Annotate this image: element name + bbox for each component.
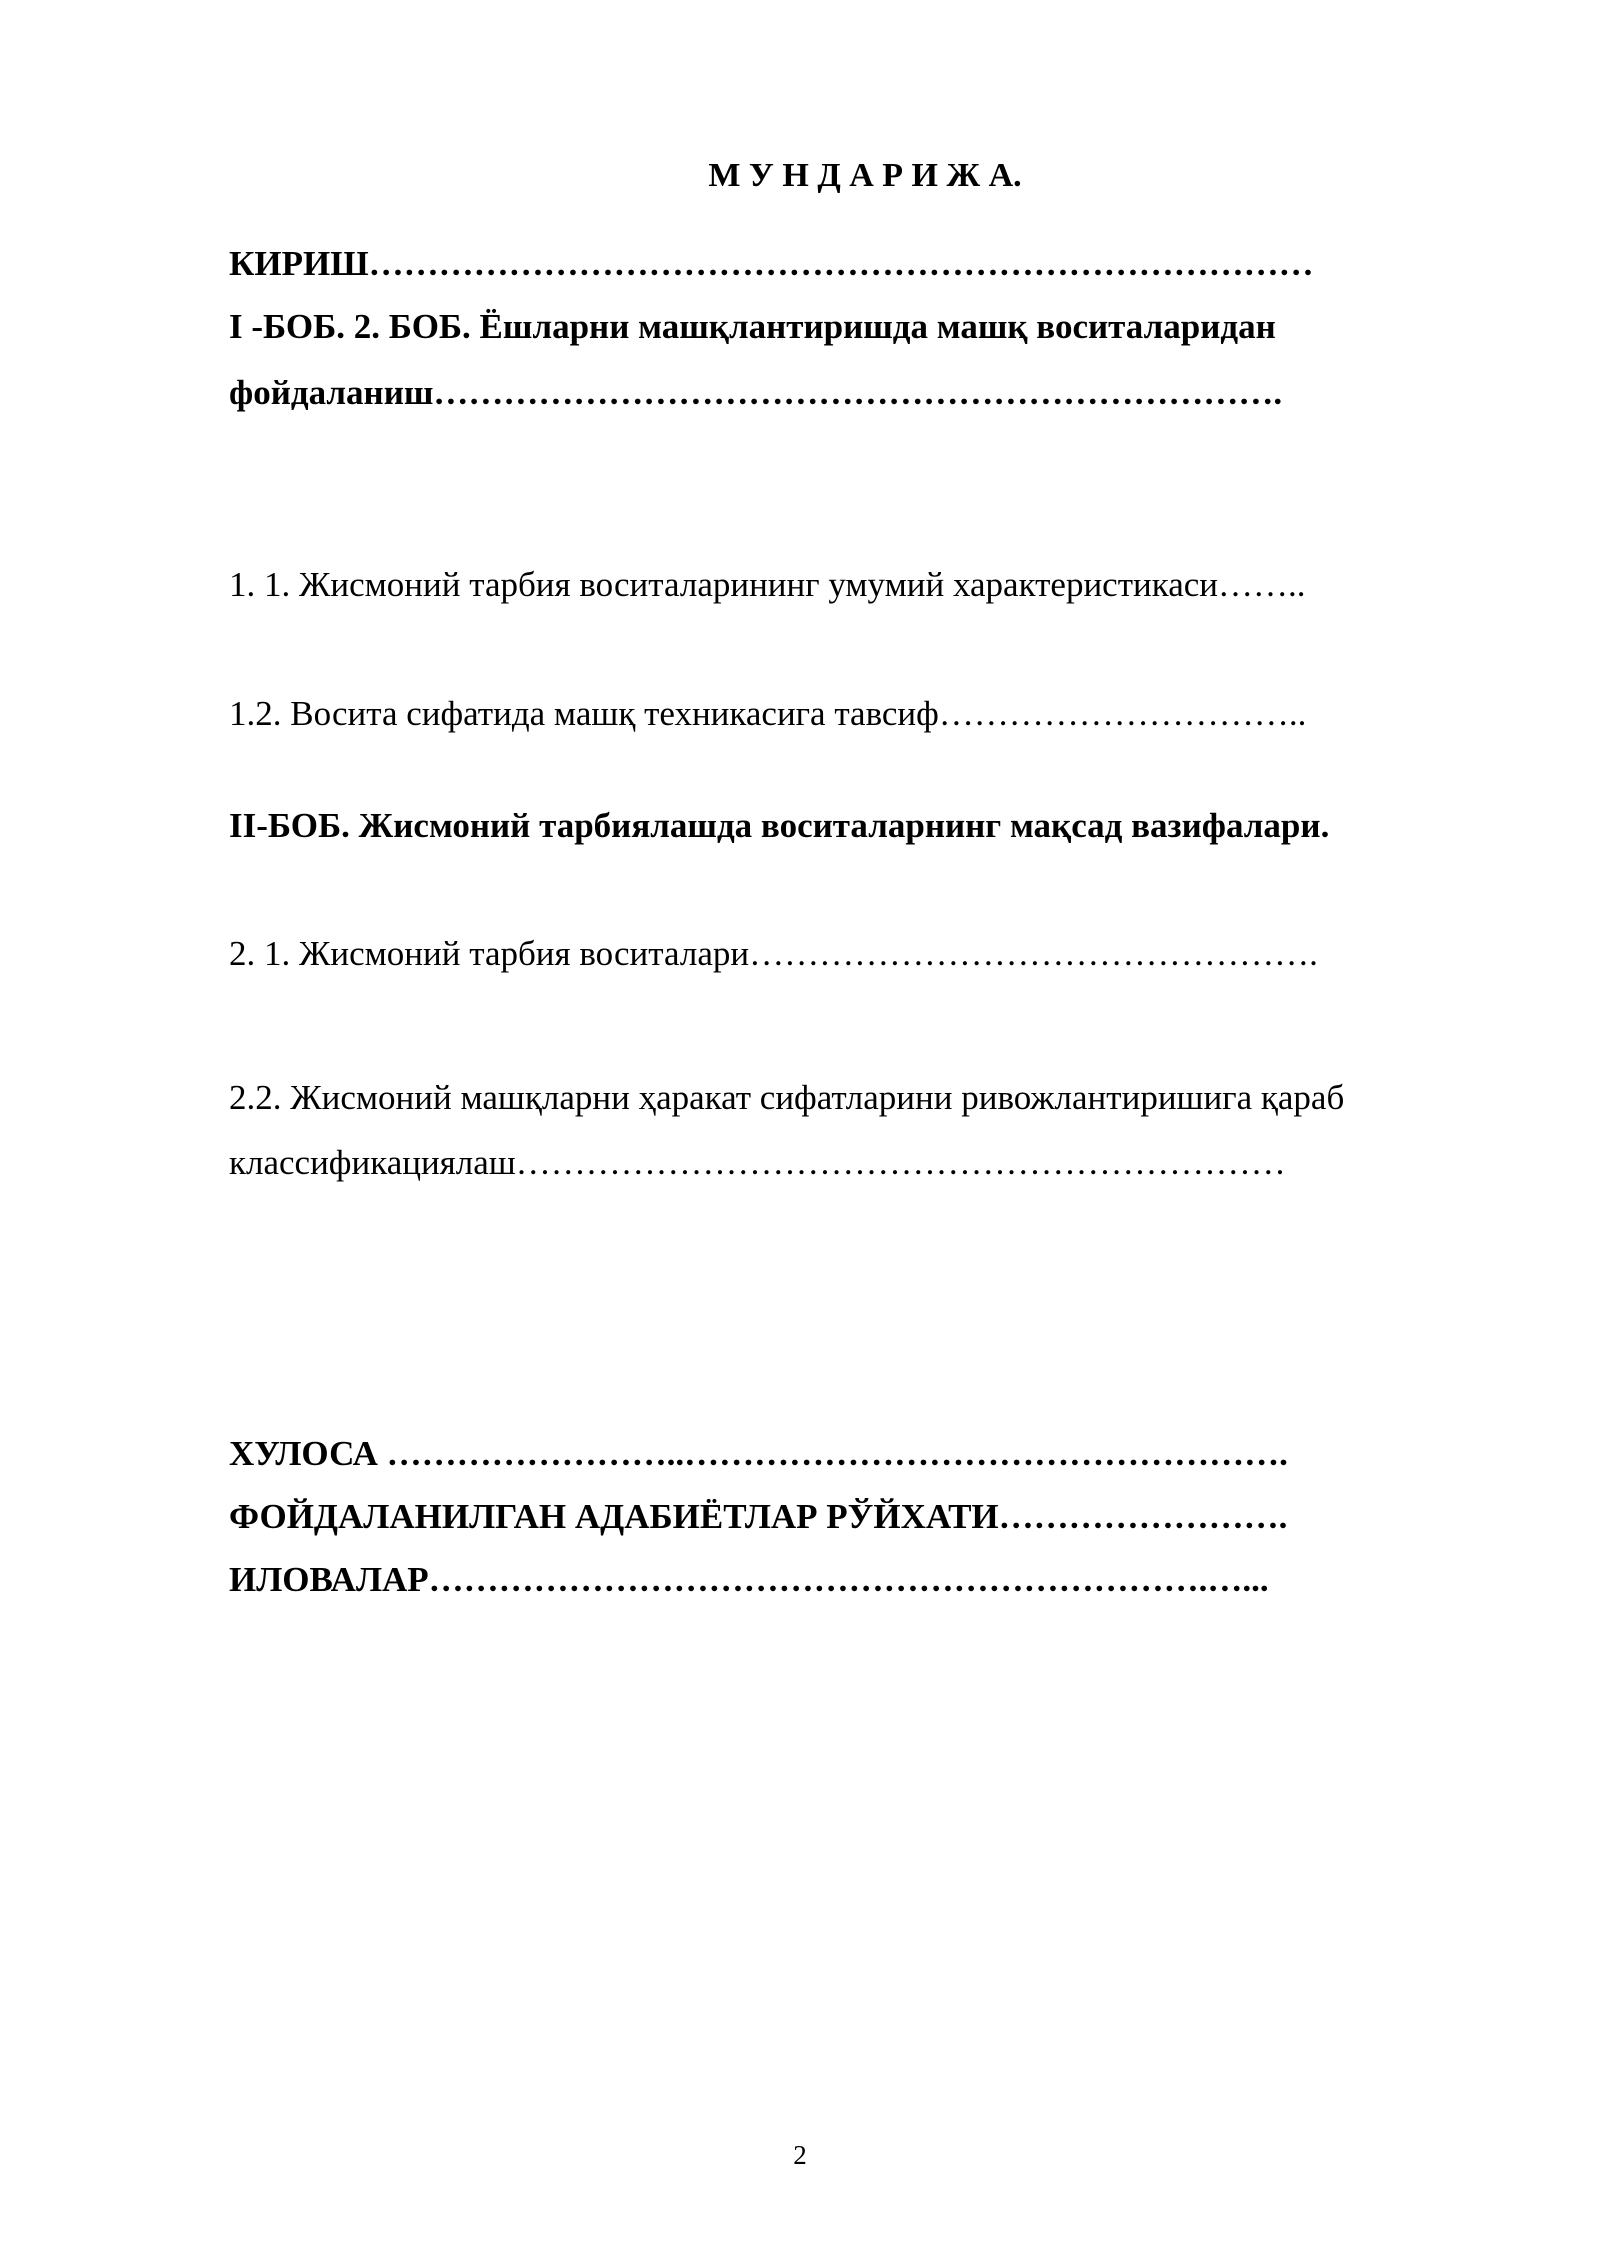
toc-entry-chapter1-line1: I -БОБ. 2. БОБ. Ёшларни машқлантиришда машқ воситаларидан — [229, 307, 1276, 346]
toc-entry-section-2-2-line1: 2.2. Жисмоний машқларни ҳаракат сифатларини ривожлантиришига қараб — [229, 1078, 1345, 1117]
toc-entry-chapter1-line2: фойдаланиш………………………………………………………………. — [229, 373, 1283, 412]
toc-entry-appendices: ИЛОВАЛАР………………………………………………………….…... — [229, 1560, 1269, 1599]
page-number: 2 — [793, 2140, 807, 2170]
toc-entry-section-1-2: 1.2. Восита сифатида машқ техникасига тавсиф………………………….. — [229, 694, 1307, 733]
page-title-text: М У Н Д А Р И Ж А. — [708, 157, 1022, 194]
toc-entry-references: ФОЙДАЛАНИЛГАН АДАБИЁТЛАР РЎЙХАТИ……………………. — [229, 1497, 1288, 1536]
toc-entry-section-2-2-line2: классификациялаш………………………………………………………… — [229, 1143, 1286, 1182]
toc-entry-section-1-1: 1. 1. Жисмоний тарбия воситаларининг умумий характеристикаси…….. — [229, 565, 1306, 604]
toc-entry-kirish: КИРИШ……………………………………………………………………… — [229, 244, 1314, 283]
toc-entry-conclusion: ХУЛОСА ……………………..……………………………………………. — [229, 1434, 1288, 1473]
toc-entry-chapter2: II-БОБ. Жисмоний тарбиялашда воситаларнинг мақсад вазифалари. — [229, 806, 1330, 845]
page-title — [0, 156, 1600, 196]
toc-entry-section-2-1: 2. 1. Жисмоний тарбия воситалари…………………………………………. — [229, 934, 1318, 973]
